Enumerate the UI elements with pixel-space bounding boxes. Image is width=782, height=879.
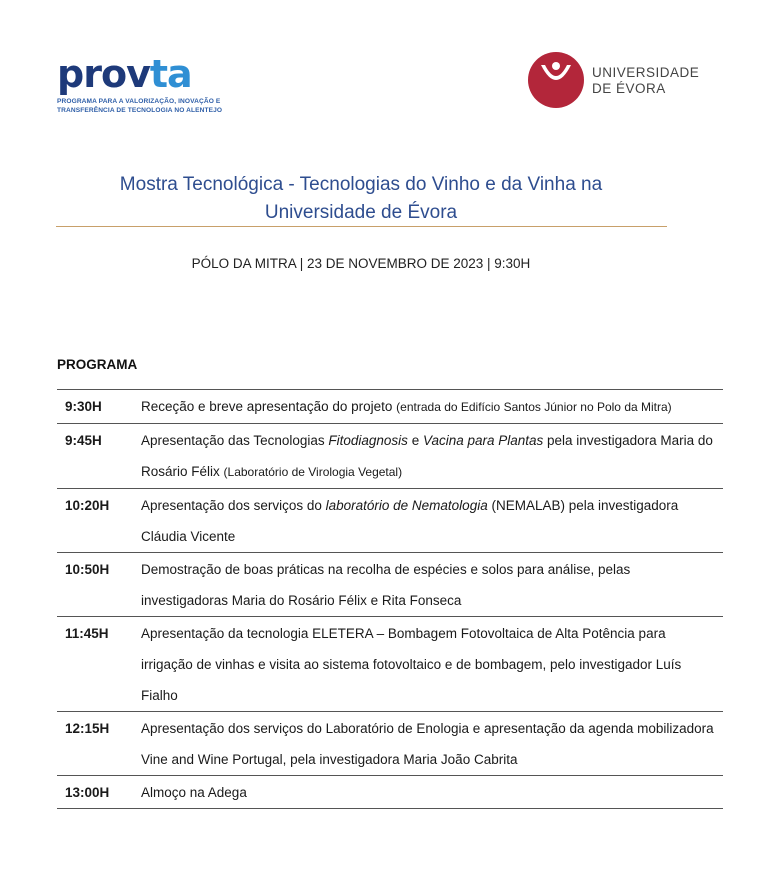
schedule-description: Demostração de boas práticas na recolha de espécies e solos para análise, pelas investigadoras Maria do Rosário Félix e Rita Fonseca: [141, 562, 631, 608]
provita-wordmark-post: ta: [149, 52, 192, 96]
schedule-description: [141, 390, 723, 423]
schedule-row: [57, 553, 723, 617]
schedule-row: [57, 489, 723, 553]
schedule-row: [57, 712, 723, 776]
desc-note: (Laboratório de Virologia Vegetal): [223, 465, 403, 479]
university-name: [592, 65, 699, 97]
university-logo: [527, 51, 712, 111]
event-meta: PÓLO DA MITRA | 23 DE NOVEMBRO DE 2023 | 9:30H: [191, 256, 531, 271]
desc-emphasis: Fitodiagnosis: [328, 433, 408, 448]
schedule-description: [141, 424, 723, 488]
schedule-row: [57, 776, 723, 809]
title-line1: Mostra Tecnológica - Tecnologias do Vinho e da Vinha na: [119, 174, 603, 195]
provita-tagline: [57, 98, 227, 115]
schedule-row: [57, 390, 723, 424]
provita-wordmark: [57, 54, 227, 94]
desc-text: e: [407, 433, 423, 448]
schedule-time: 13:00H: [65, 785, 110, 800]
desc-note: (entrada do Edifício Santos Júnior no Polo da Mitra): [396, 400, 672, 414]
schedule-time: 11:45H: [65, 626, 109, 641]
schedule-description: Apresentação dos serviços do Laboratório de Enologia e apresentação da agenda mobilizadora Vine and Wine Portugal, pela investigadora Maria João Cabrita: [141, 721, 714, 767]
desc-emphasis: laboratório de Nematologia: [325, 498, 488, 513]
desc-emphasis: Vacina para Plantas: [422, 433, 544, 448]
desc-text: Apresentação das Tecnologias: [141, 433, 329, 448]
schedule-time: 9:45H: [65, 433, 102, 448]
schedule-time: 10:20H: [65, 498, 110, 513]
title-divider: [56, 226, 667, 227]
schedule-description: Almoço na Adega: [141, 785, 247, 800]
schedule-description: Apresentação da tecnologia ELETERA – Bombagem Fotovoltaica de Alta Potência para irrigação de vinhas e visita ao sistema fotovoltaico e de bombagem, pelo investigador Luís Fialho: [141, 626, 682, 703]
document-title: [56, 171, 666, 227]
university-name-line2: DE ÉVORA: [592, 81, 666, 96]
schedule-description: [141, 489, 723, 552]
schedule-row: [57, 424, 723, 489]
program-heading: PROGRAMA: [57, 357, 138, 372]
desc-text: Receção e breve apresentação do projeto: [141, 399, 397, 414]
schedule-table: [57, 389, 723, 809]
schedule-row: [57, 617, 723, 712]
provita-wordmark-v: v: [126, 52, 150, 96]
desc-text: pela investigadora Maria do Rosário Félix: [141, 433, 713, 479]
provita-wordmark-pre: pro: [57, 52, 127, 96]
title-line2: Universidade de Évora: [264, 202, 458, 223]
provita-logo: [57, 54, 227, 115]
schedule-time: 9:30H: [65, 399, 102, 414]
provita-tagline-line2: TRANSFERÊNCIA DE TECNOLOGIA NO ALENTEJO: [57, 106, 223, 114]
desc-text: Apresentação dos serviços do: [141, 498, 326, 513]
schedule-time: 10:50H: [65, 562, 110, 577]
desc-text: (NEMALAB) pela investigadora Cláudia Vicente: [141, 498, 679, 544]
provita-tagline-line1: PROGRAMA PARA A VALORIZAÇÃO, INOVAÇÃO E: [57, 98, 221, 105]
university-name-line1: UNIVERSIDADE: [592, 65, 700, 80]
schedule-time: 12:15H: [65, 721, 110, 736]
university-emblem-icon: [527, 51, 585, 109]
